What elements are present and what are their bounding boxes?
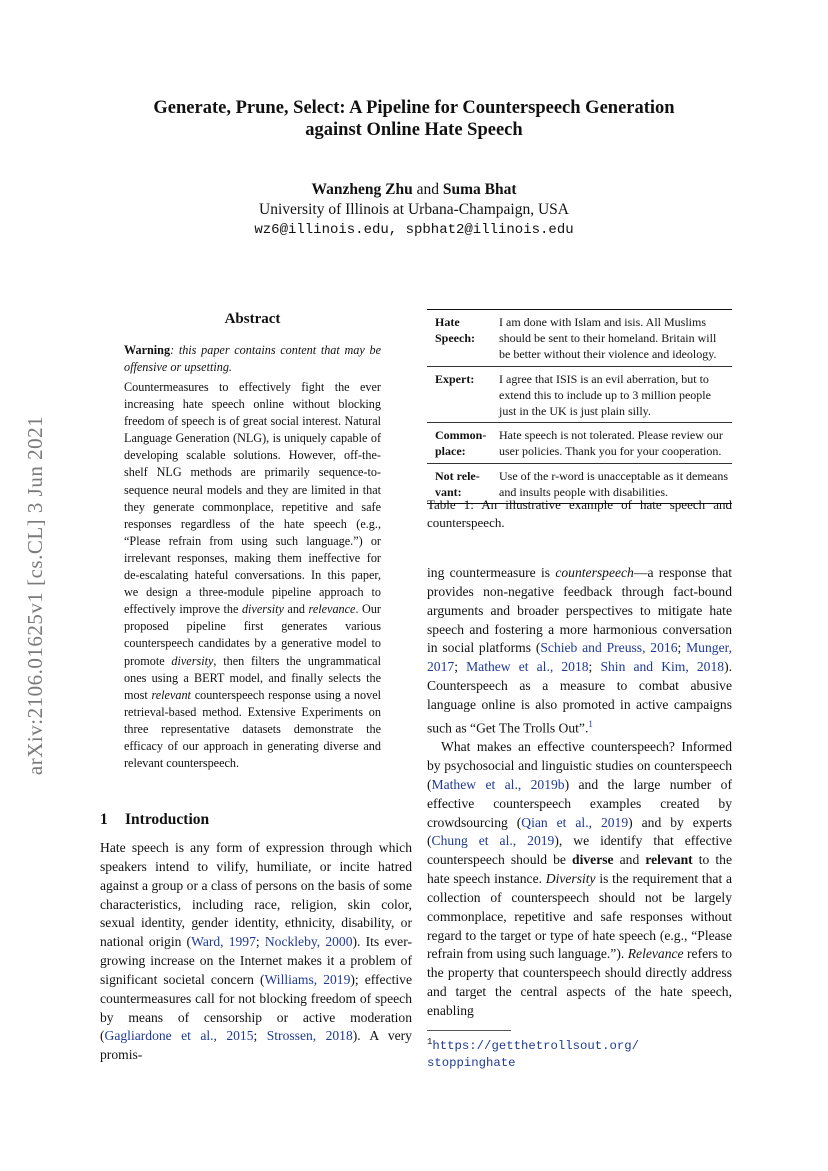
affiliation: University of Illinois at Urbana-Champaign, USA (259, 201, 569, 218)
author-name-2: Suma Bhat (442, 181, 517, 198)
body-text: ; (588, 659, 601, 675)
abstract-text: Countermeasures to effectively fight the ever increasing hate speech online without blocking freedom of speech is of great social interest. Natural Language Generation (NLG), is uniquely capable of developing scalable solutions. However, off-the-shelf NLG methods are primarily sequence-to-sequence neural models and they are limited in that they generate commonplace, repetitive and safe responses regardless of the hate speech (e.g., “Please refrain from using such language.”) or irrelevant responses, making them ineffective for de-escalating hateful conversations. In this paper, we design a three-module pipeline approach to effectively improve the (124, 380, 381, 617)
footnote-mark: 1 (427, 1037, 433, 1047)
citation-link[interactable]: Munger, 2017 (427, 640, 732, 675)
abstract-emphasis: relevant (151, 687, 191, 702)
footnote-url-line-2[interactable]: stoppinghate (427, 1055, 516, 1070)
intro-text: ; (255, 934, 265, 950)
footnote-url-line-1[interactable]: https://getthetrollsout.org/ (432, 1039, 640, 1054)
citation-link[interactable]: Mathew et al., 2018 (466, 659, 589, 675)
row-label: Hate Speech: (435, 315, 475, 346)
abstract-emphasis: relevance (308, 602, 356, 617)
abstract-text: counterspeech response using a novel retrieval-based method. Extensive Experiments on three representative datasets demonstrate the efficacy of our approach in generating diverse and relevant counterspeech. (124, 687, 381, 771)
section-title: Introduction (125, 811, 210, 828)
warning-label: Warning (124, 343, 171, 357)
body-text: ; (454, 659, 467, 675)
title-line-1: Generate, Prune, Select: A Pipeline for Counterspeech Generation (153, 98, 675, 118)
body-text: ; (677, 640, 687, 656)
body-bold: diverse (572, 852, 614, 868)
citation-link[interactable]: Ward, 1997 (191, 934, 256, 950)
intro-text: ; (253, 1028, 267, 1044)
body-text: What makes an effective counterspeech? Informed by psychosocial and linguistic studies on counterspeech ( (427, 739, 732, 792)
body-text: ) and the large number of effective counterspeech examples created by crowdsourcing ( (427, 776, 732, 830)
author-and: and (416, 181, 439, 198)
author-name-1: Wanzheng Zhu (311, 181, 413, 198)
warning-text: : this paper contains content that may be offensive or upsetting. (124, 343, 381, 375)
table-1 (427, 309, 732, 504)
title-line-2: against Online Hate Speech (305, 120, 523, 140)
body-text: ) and by experts ( (427, 814, 732, 849)
paper-title (100, 97, 728, 141)
table-row (427, 310, 732, 367)
body-emphasis: Relevance (627, 946, 684, 962)
email-1[interactable]: wz6@illinois.edu (254, 222, 389, 238)
table-caption: Table 1: An illustrative example of hate speech and counterspeech. (427, 497, 732, 530)
abstract-emphasis: diversity (171, 653, 214, 668)
body-emphasis: Diversity (545, 871, 596, 887)
intro-text: ); effective countermeasures call for not blocking freedom of speech by means of censorship or active moderation ( (100, 971, 413, 1044)
example-table (427, 309, 732, 504)
footnote-rule (427, 1030, 511, 1031)
intro-text: ). A very promis- (100, 1028, 412, 1063)
abstract-text: . Our proposed pipeline first generates various counterspeech candidates by a generative model to promote (124, 602, 381, 668)
citation-link[interactable]: Shin and Kim, 2018 (600, 659, 725, 675)
citation-link[interactable]: Qian et al., 2019 (521, 814, 629, 830)
arxiv-id: arXiv:2106.01625v1 [cs.CL] 3 Jun 2021 (23, 415, 48, 775)
footnote (427, 1034, 727, 1071)
email-2[interactable]: spbhat2@illinois.edu (405, 222, 574, 238)
abstract-heading: Abstract (224, 311, 281, 327)
citation-link[interactable]: Strossen, 2018 (266, 1028, 353, 1044)
row-label: Expert: (435, 371, 475, 386)
body-emphasis: counterspeech (555, 565, 634, 580)
email-separator: , (388, 222, 398, 238)
abstract-body (124, 379, 381, 772)
abstract-text: and (283, 602, 309, 617)
intro-text: Hate speech is any form of expression through which speakers intend to vilify, humiliate, or incite hatred against a group or a class of persons on the basis of some characteristics, including race, religion, skin color, sexual identity, gender identity, ethnicity, disability, or national origin ( (100, 840, 412, 950)
body-text: ). Counterspeech as a measure to combat abusive language online is also promoted in active campaigns such as “Get The Trolls Out”. (427, 659, 732, 736)
citation-link[interactable]: Williams, 2019 (264, 971, 351, 987)
body-text: —a response that provides non-negative feedback through fact-bound arguments and broader perspectives to mitigate hate speech and fostering a more harmonious conversation in social platforms ( (427, 565, 733, 656)
row-label: Not rele-vant: (435, 468, 480, 499)
abstract-warning (124, 342, 381, 376)
abstract-emphasis: diversity (241, 602, 284, 617)
body-text: ), we identify that effective counterspeech should be (427, 833, 733, 868)
body-text: refers to the property that counterspeech should directly address and target the central aspects of the hate speech, enabling (427, 946, 733, 1018)
right-column-text (427, 564, 732, 1021)
footnote-marker[interactable]: 1 (588, 718, 593, 729)
citation-link[interactable]: Schieb and Preuss, 2016 (540, 640, 678, 656)
citation-link[interactable]: Chung et al., 2019 (431, 833, 555, 849)
intro-text: ). Its ever-growing increase on the Internet makes it a problem of significant societal concern ( (100, 934, 412, 987)
section-number: 1 (100, 811, 108, 828)
row-label: Common-place: (435, 428, 487, 459)
row-text: Use of the r-word is unacceptable as it demeans and insults people with disabilities. (499, 468, 729, 499)
abstract-text: , then filters the ungrammatical ones using a BERT model, and finally selects the most (124, 653, 381, 702)
table-row (427, 423, 732, 463)
body-text: to the hate speech instance. (427, 852, 732, 887)
arxiv-stamp (6, 380, 66, 810)
citation-link[interactable]: Gagliardone et al., 2015 (104, 1028, 254, 1044)
row-text: I am done with Islam and isis. All Muslims should be sent to their homeland. Britain will be better without their violence and ideology. (499, 315, 717, 362)
intro-paragraph (100, 839, 412, 1065)
author-block (100, 180, 728, 240)
body-text: and (613, 852, 646, 868)
row-text: Hate speech is not tolerated. Please review our user policies. Thank you for your cooperation. (499, 428, 723, 459)
body-text: ing countermeasure is (427, 565, 556, 580)
citation-link[interactable]: Nockleby, 2000 (264, 934, 353, 950)
citation-link[interactable]: Mathew et al., 2019b (431, 776, 565, 792)
table-row (427, 366, 732, 423)
body-bold: relevant (645, 852, 693, 868)
section-heading-introduction (100, 811, 209, 829)
row-text: I agree that ISIS is an evil aberration, but to extend this to include up to 3 million people just in the UK is just plain silly. (499, 371, 711, 419)
body-text: is the requirement that a collection of counterspeech should not be largely commonplace, repetitive and safe responses without regard to the target or type of hate speech (e.g., “Please refrain from using such language.”). (427, 871, 732, 962)
